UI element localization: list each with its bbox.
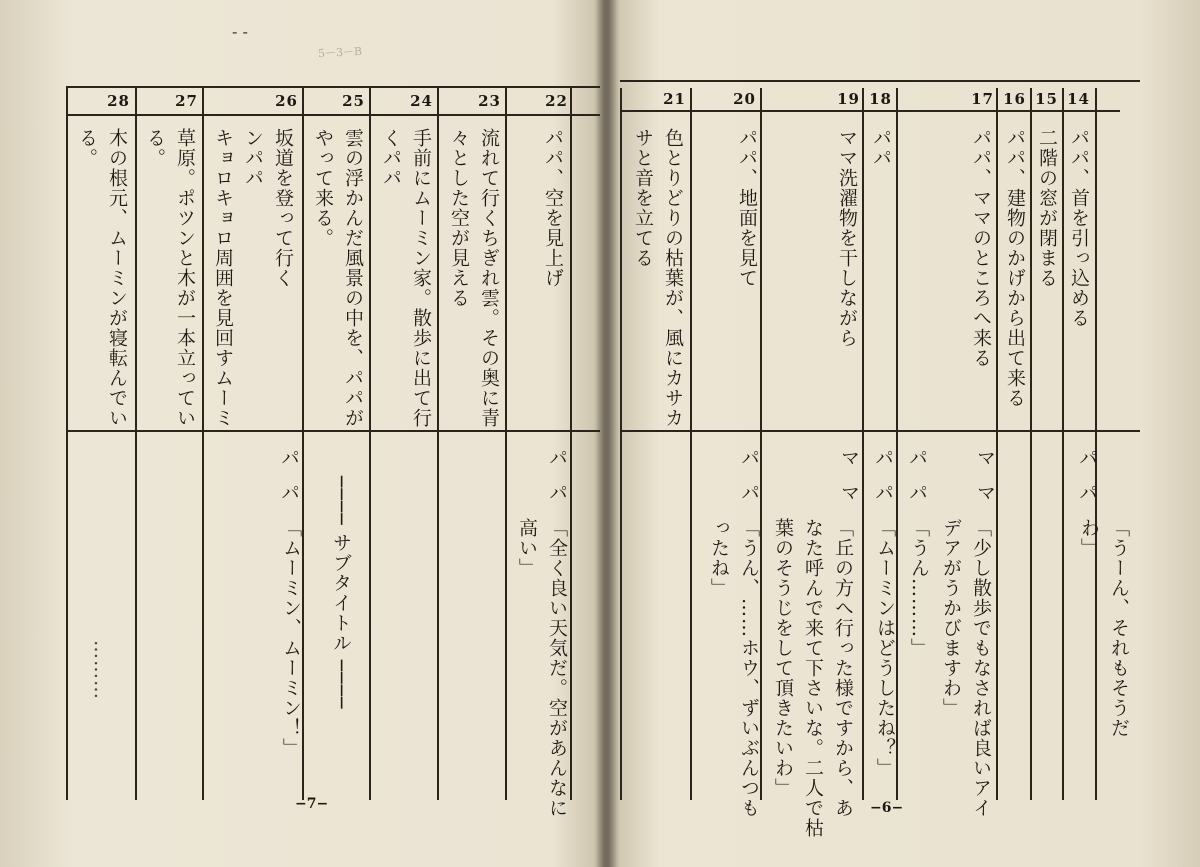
scene-number: 14 xyxy=(1067,90,1090,108)
scene-action: パパ xyxy=(870,128,892,168)
scene-number: 24 xyxy=(410,92,433,110)
middle-rule xyxy=(66,430,600,432)
scene-action: 手前にムーミン家。散歩に出て行 くパパ xyxy=(380,128,432,428)
scene-dialogue: 「うん………」 xyxy=(908,518,930,658)
right-page xyxy=(600,0,1200,867)
scene-number: 16 xyxy=(1003,90,1026,108)
scene-number: 28 xyxy=(107,92,130,110)
scene-action: 流れて行くちぎれ雲。その奥に青 々とした空が見える xyxy=(448,128,500,428)
column-rule xyxy=(202,86,204,800)
scene-action: 木の根元、ムーミンが寝転んでい る。 xyxy=(76,128,128,428)
scene-action: 雲の浮かんだ風景の中を、パパが やって来る。 xyxy=(312,128,364,428)
scene-dialogue: 「丘の方へ行った様ですから、あ なた呼んで来て下さいな。二人で枯 葉のそうじをして頂きたいわ」 xyxy=(772,518,854,838)
scene-action: パパ、首を引っ込める xyxy=(1068,128,1090,328)
column-rule xyxy=(437,86,439,800)
column-rule xyxy=(369,86,371,800)
scene-number: 17 xyxy=(971,90,994,108)
header-rule xyxy=(620,110,1120,112)
header-rule xyxy=(66,114,600,116)
scene-number: 27 xyxy=(175,92,198,110)
scene-number: 18 xyxy=(869,90,892,108)
page-number: −7− xyxy=(295,796,329,812)
column-rule xyxy=(505,86,507,800)
scene-dialogue: 「全く良い天気だ。空があんなに 高い」 xyxy=(516,518,568,818)
column-rule xyxy=(66,86,68,800)
scene-action: パパ、地面を見て xyxy=(736,128,758,288)
speaker-label: パパ xyxy=(872,448,894,518)
speaker-label: パパ xyxy=(546,448,568,518)
scene-action: 草原。ポツンと木が一本立ってい る。 xyxy=(144,128,196,428)
scene-number: 19 xyxy=(837,90,860,108)
speaker-label: ママ xyxy=(838,448,860,518)
column-rule xyxy=(620,88,622,800)
scene-action: パパ、空を見上げ xyxy=(542,128,564,288)
top-rule xyxy=(66,86,600,88)
scene-action: 二階の窓が閉まる xyxy=(1036,128,1058,288)
scene-action: ママ洗濯物を干しながら xyxy=(836,128,858,348)
page-tick: - - xyxy=(232,22,248,41)
scene-dialogue: 「うん、……ホウ、ずいぶんつも ったね」 xyxy=(708,518,760,818)
scene-number: 26 xyxy=(275,92,298,110)
scene-number: 22 xyxy=(545,92,568,110)
scene-action: パパ、ママのところへ来る xyxy=(970,128,992,368)
speaker-label: パパ xyxy=(906,448,928,518)
column-rule xyxy=(862,88,864,800)
column-rule xyxy=(135,86,137,800)
scene-dialogue: ……… xyxy=(90,640,112,700)
scene-action: 色とりどりの枯葉が、風にカサカ サと音を立てる xyxy=(632,128,684,428)
column-rule xyxy=(690,88,692,800)
header-mark: 5ー3ーB xyxy=(317,44,363,61)
scene-number: 20 xyxy=(733,90,756,108)
scene-number: 15 xyxy=(1035,90,1058,108)
scene-dialogue: 「少し散歩でもなされば良いアイ デアがうかびますわ」 xyxy=(940,518,992,818)
scene-number: 25 xyxy=(342,92,365,110)
scene-dialogue: 「ムーミンはどうしたね？」 xyxy=(874,518,896,778)
subtitle-marker: ──── サブタイトル ──── xyxy=(330,476,352,710)
scene-number: 23 xyxy=(478,92,501,110)
speaker-label: パパ xyxy=(278,448,300,518)
scene-action: 坂道を登って行く ンパパ キョロキョロ周囲を見回すムーミ xyxy=(212,128,294,428)
page-number: −6− xyxy=(870,800,904,816)
speaker-label: パパ xyxy=(1076,448,1098,518)
column-rule xyxy=(996,88,998,800)
speaker-label: ママ xyxy=(974,448,996,518)
scene-action: パパ、建物のかげから出て来る xyxy=(1004,128,1026,408)
scene-dialogue: 「ムーミン、ムーミン！」 xyxy=(280,518,302,758)
scene-dialogue: 「うーん、それもそうだ わ」 xyxy=(1078,518,1130,738)
speaker-label: パパ xyxy=(738,448,760,518)
scene-number: 21 xyxy=(663,90,686,108)
top-rule xyxy=(620,80,1140,82)
